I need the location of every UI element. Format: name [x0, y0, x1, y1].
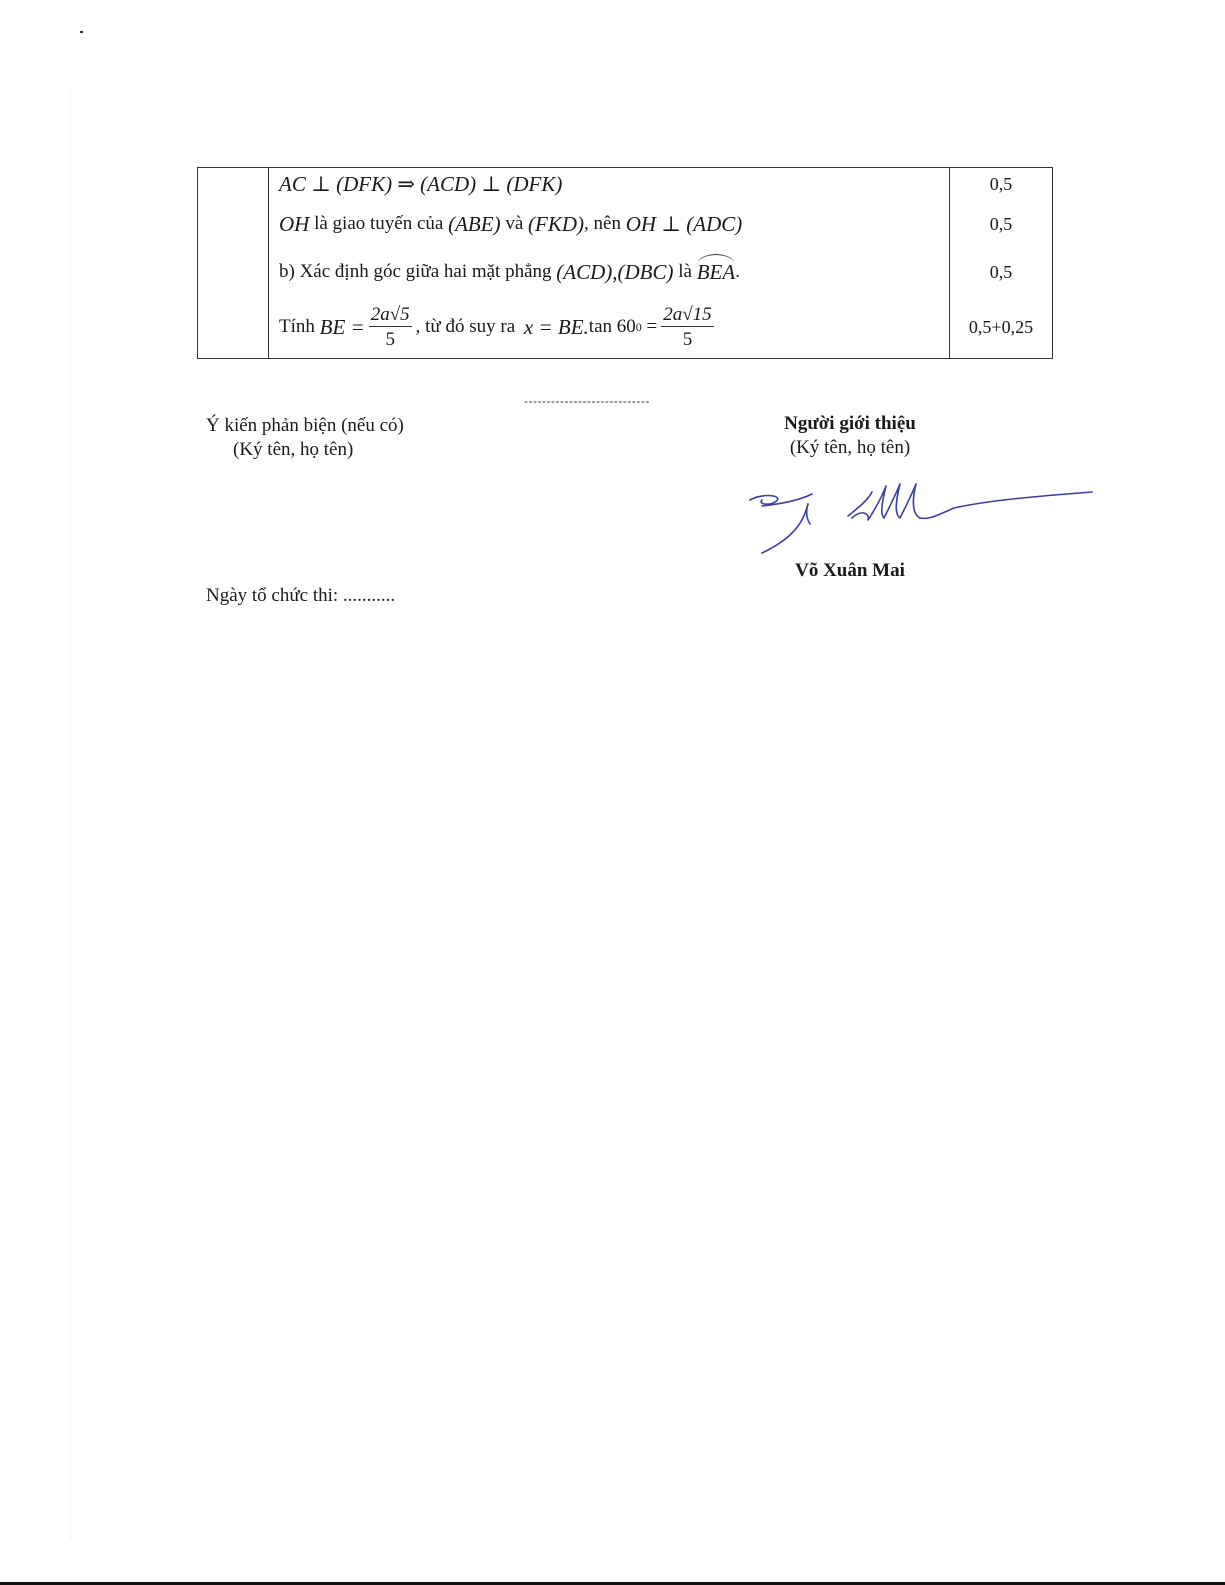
solution-line-4: Tính BE = $\frac{2a√5}{5}$ , từ đó suy ra x = BE. tan 60 0 = $\frac{2a√15}{5}$	[279, 303, 712, 350]
solution-line-1: AC ⊥ (DFK) ⇒ (ACD) ⊥ (DFK)	[279, 171, 563, 196]
introducer-subtitle: (Ký tên, họ tên)	[789, 437, 911, 458]
solution-line-3: b) Xác định góc giữa hai mặt phẳng (ACD),(DBC) là BEA .	[279, 259, 740, 284]
score-1: 0,5	[989, 173, 1013, 194]
score-2: 0,5	[989, 213, 1013, 234]
scan-artifact	[80, 31, 83, 33]
separator-line: ----------------------------	[524, 394, 650, 408]
signer-name: Võ Xuân Mai	[795, 560, 905, 581]
reviewer-block	[206, 414, 404, 462]
answer-table	[197, 167, 1053, 359]
scan-edge	[70, 90, 71, 1540]
fraction-be: $\frac{2a√5}{5}$	[370, 303, 410, 350]
signature-image	[740, 478, 1100, 558]
solution-line-2: OH là giao tuyến của (ABE) và (FKD) , nên OH ⊥ (ADC)	[279, 211, 743, 236]
score-cell	[950, 168, 1053, 359]
score-4: 0,5+0,25	[968, 316, 1034, 337]
score-3: 0,5	[989, 261, 1013, 282]
solution-cell	[269, 168, 950, 359]
exam-date-line: Ngày tổ chức thi: ...........	[206, 585, 396, 606]
reviewer-title: Ý kiến phản biện (nếu có)	[206, 415, 404, 436]
introducer-title: Người giới thiệu	[784, 413, 916, 434]
question-number-cell	[198, 168, 269, 359]
introducer-block	[760, 412, 940, 460]
reviewer-subtitle: (Ký tên, họ tên)	[233, 439, 354, 460]
angle-notation: BEA	[696, 259, 736, 284]
fraction-x: $\frac{2a√15}{5}$	[663, 303, 712, 350]
